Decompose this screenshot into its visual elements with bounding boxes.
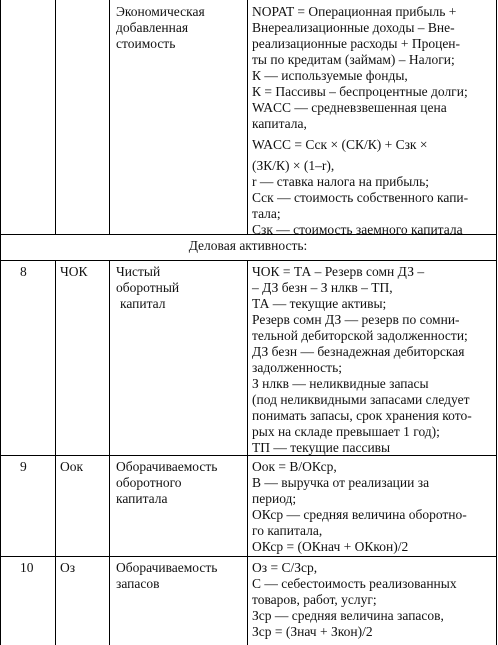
column-divider	[55, 0, 56, 234]
text-line: Оз = С/Зср,	[252, 560, 318, 575]
text-line: реализационные расходы + Процен-	[252, 36, 461, 51]
row-divider	[0, 556, 497, 557]
text-line: ЧОК = ТА – Резерв сомн ДЗ –	[252, 264, 425, 279]
text-line: Чистый	[116, 264, 161, 279]
row-number: 9	[20, 459, 27, 474]
row-number: 10	[20, 560, 34, 575]
text-line: оборотный	[116, 280, 180, 295]
indicator-formula	[252, 560, 492, 640]
text-line: Экономическая	[116, 4, 205, 19]
column-divider	[55, 260, 56, 645]
text-line: С — себестоимость реализованных	[252, 576, 457, 591]
column-divider	[109, 260, 110, 645]
text-line: Зср — средняя величина запасов,	[252, 608, 444, 623]
indicator-formula	[252, 4, 492, 238]
text-line: WACC = Сск × (СК/К) + Сзк ×	[252, 137, 428, 152]
section-header: Деловая активность:	[188, 238, 308, 253]
text-line: NOPAT = Операционная прибыль +	[252, 4, 457, 19]
text-line: – ДЗ безн – З нлкв – ТП,	[252, 280, 393, 295]
text-line: Сск — стоимость собственного капи-	[252, 190, 469, 205]
text-line: оборотного	[116, 475, 182, 490]
text-line: задолженность;	[252, 360, 342, 375]
table-border-left	[0, 0, 1, 645]
text-line: период;	[252, 491, 297, 506]
table-border-right	[496, 0, 497, 645]
text-line: К — используемые фонды,	[252, 68, 408, 83]
indicator-name	[116, 264, 179, 312]
text-line: понимать запасы, срок хранения кото-	[252, 408, 472, 423]
text-line: капитала	[116, 491, 168, 506]
column-divider	[247, 0, 248, 234]
indicator-code: Оок	[60, 459, 84, 474]
text-line: го капитала,	[252, 523, 323, 538]
indicator-name	[116, 560, 217, 592]
text-line: запасов	[116, 576, 160, 591]
text-line: товаров, работ, услуг;	[252, 592, 377, 607]
indicator-code: ЧОК	[60, 264, 88, 279]
text-line: рых на складе превышает 1 год);	[252, 424, 440, 439]
text-line: Оборачиваемость	[116, 459, 218, 474]
text-line: капитала,	[252, 116, 307, 131]
text-line: WACC — средневзвешенная цена	[252, 100, 447, 115]
column-divider	[247, 260, 248, 645]
indicator-code: Оз	[60, 560, 76, 575]
text-line: Резерв сомн ДЗ — резерв по сомни-	[252, 312, 460, 327]
text-line: капитал	[120, 296, 166, 311]
indicator-formula	[252, 459, 492, 555]
text-line: Оок = В/ОКср,	[252, 459, 337, 474]
text-line: ТП — текущие пассивы	[252, 440, 391, 455]
text-line: Внереализационные доходы – Вне-	[252, 20, 455, 35]
text-line: ОКср — средняя величина оборотно-	[252, 507, 467, 522]
row-divider	[0, 260, 497, 261]
text-line: (под неликвидными запасами следует	[252, 392, 470, 407]
text-line: стоимость	[116, 36, 176, 51]
text-line: тала;	[252, 206, 281, 221]
text-line: (ЗК/К) × (1–r),	[252, 158, 335, 173]
text-line: Зср = (Знач + Зкон)/2	[252, 624, 373, 639]
text-line: ДЗ безн — безнадежная дебиторская	[252, 344, 465, 359]
text-line: В — выручка от реализации за	[252, 475, 430, 490]
indicator-formula	[252, 264, 492, 456]
text-line: К = Пассивы – беспроцентные долги;	[252, 84, 468, 99]
indicator-name	[116, 4, 205, 52]
row-number: 8	[20, 264, 27, 279]
column-divider	[109, 0, 110, 234]
text-line: Сзк — стоимость заемного капитала	[252, 222, 463, 237]
text-line: ОКср = (ОКнач + ОКкон)/2	[252, 539, 409, 554]
text-line: тельной дебиторской задолженности;	[252, 328, 468, 343]
text-line: r — ставка налога на прибыль;	[252, 174, 429, 189]
text-line: добавленная	[116, 20, 189, 35]
text-line: ты по кредитам (займам) – Налоги;	[252, 52, 455, 67]
text-line: Оборачиваемость	[116, 560, 218, 575]
text-line: ТА — текущие активы;	[252, 296, 387, 311]
indicator-name	[116, 459, 217, 507]
text-line: З нлкв — неликвидные запасы	[252, 376, 429, 391]
